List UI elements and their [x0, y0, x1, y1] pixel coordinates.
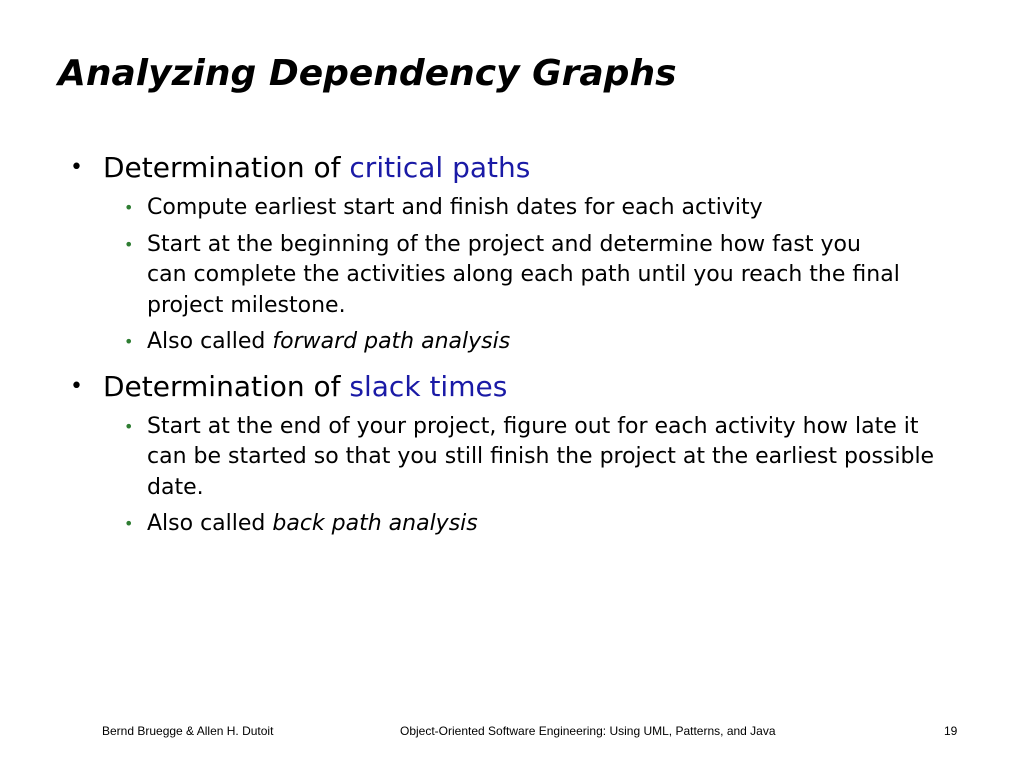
sub-bullet-text: [147, 509, 967, 540]
footer-book-title: Object-Oriented Software Engineering: Using UML, Patterns, and Java: [400, 724, 776, 738]
sub-bullet-text: Start at the beginning of the project and determine how fast you can complete the activities along each path until you reach the final project milestone.: [147, 231, 900, 318]
sub-bullet-dot-icon: •: [124, 514, 134, 533]
slide-body: [70, 149, 970, 540]
sub-bullet-dot-icon: •: [124, 332, 134, 351]
bullet-dot-icon: •: [70, 155, 83, 180]
bullet-level2: [70, 230, 970, 322]
bullet-highlight: slack times: [349, 369, 508, 403]
sub-bullet-italic: forward path analysis: [272, 329, 511, 354]
sub-bullet-text: [147, 327, 967, 358]
bullet-level1: [70, 149, 970, 187]
bullet-text: Determination of: [103, 151, 350, 184]
sub-bullet-italic: back path analysis: [272, 511, 478, 536]
bullet-level2: [70, 327, 970, 358]
bullet-highlight: critical paths: [349, 151, 531, 184]
bullet-group-slack-times: [70, 368, 970, 540]
footer-page-number: 19: [944, 724, 958, 738]
bullet-group-critical-paths: [70, 149, 970, 358]
sub-bullet-dot-icon: •: [124, 234, 134, 254]
sub-bullet-dot-icon: •: [124, 416, 134, 436]
bullet-level2: [70, 412, 970, 504]
bullet-level2: [70, 193, 970, 224]
sub-bullet-text: Compute earliest start and finish dates for each activity: [147, 195, 763, 220]
sub-bullet-text: Start at the end of your project, figure out for each activity how late it can be started so that you still finish the project at the earliest possible date.: [147, 413, 935, 500]
sub-bullet-dot-icon: •: [124, 198, 134, 217]
sub-bullet-plain: Also called: [147, 329, 273, 354]
bullet-dot-icon: •: [70, 373, 83, 399]
bullet-level1: [70, 368, 970, 406]
sub-bullet-plain: Also called: [147, 511, 273, 536]
slide-title: Analyzing Dependency Graphs: [58, 53, 677, 94]
footer-authors: Bernd Bruegge & Allen H. Dutoit: [102, 724, 274, 738]
bullet-text: Determination of: [103, 369, 350, 403]
bullet-level2: [70, 509, 970, 540]
